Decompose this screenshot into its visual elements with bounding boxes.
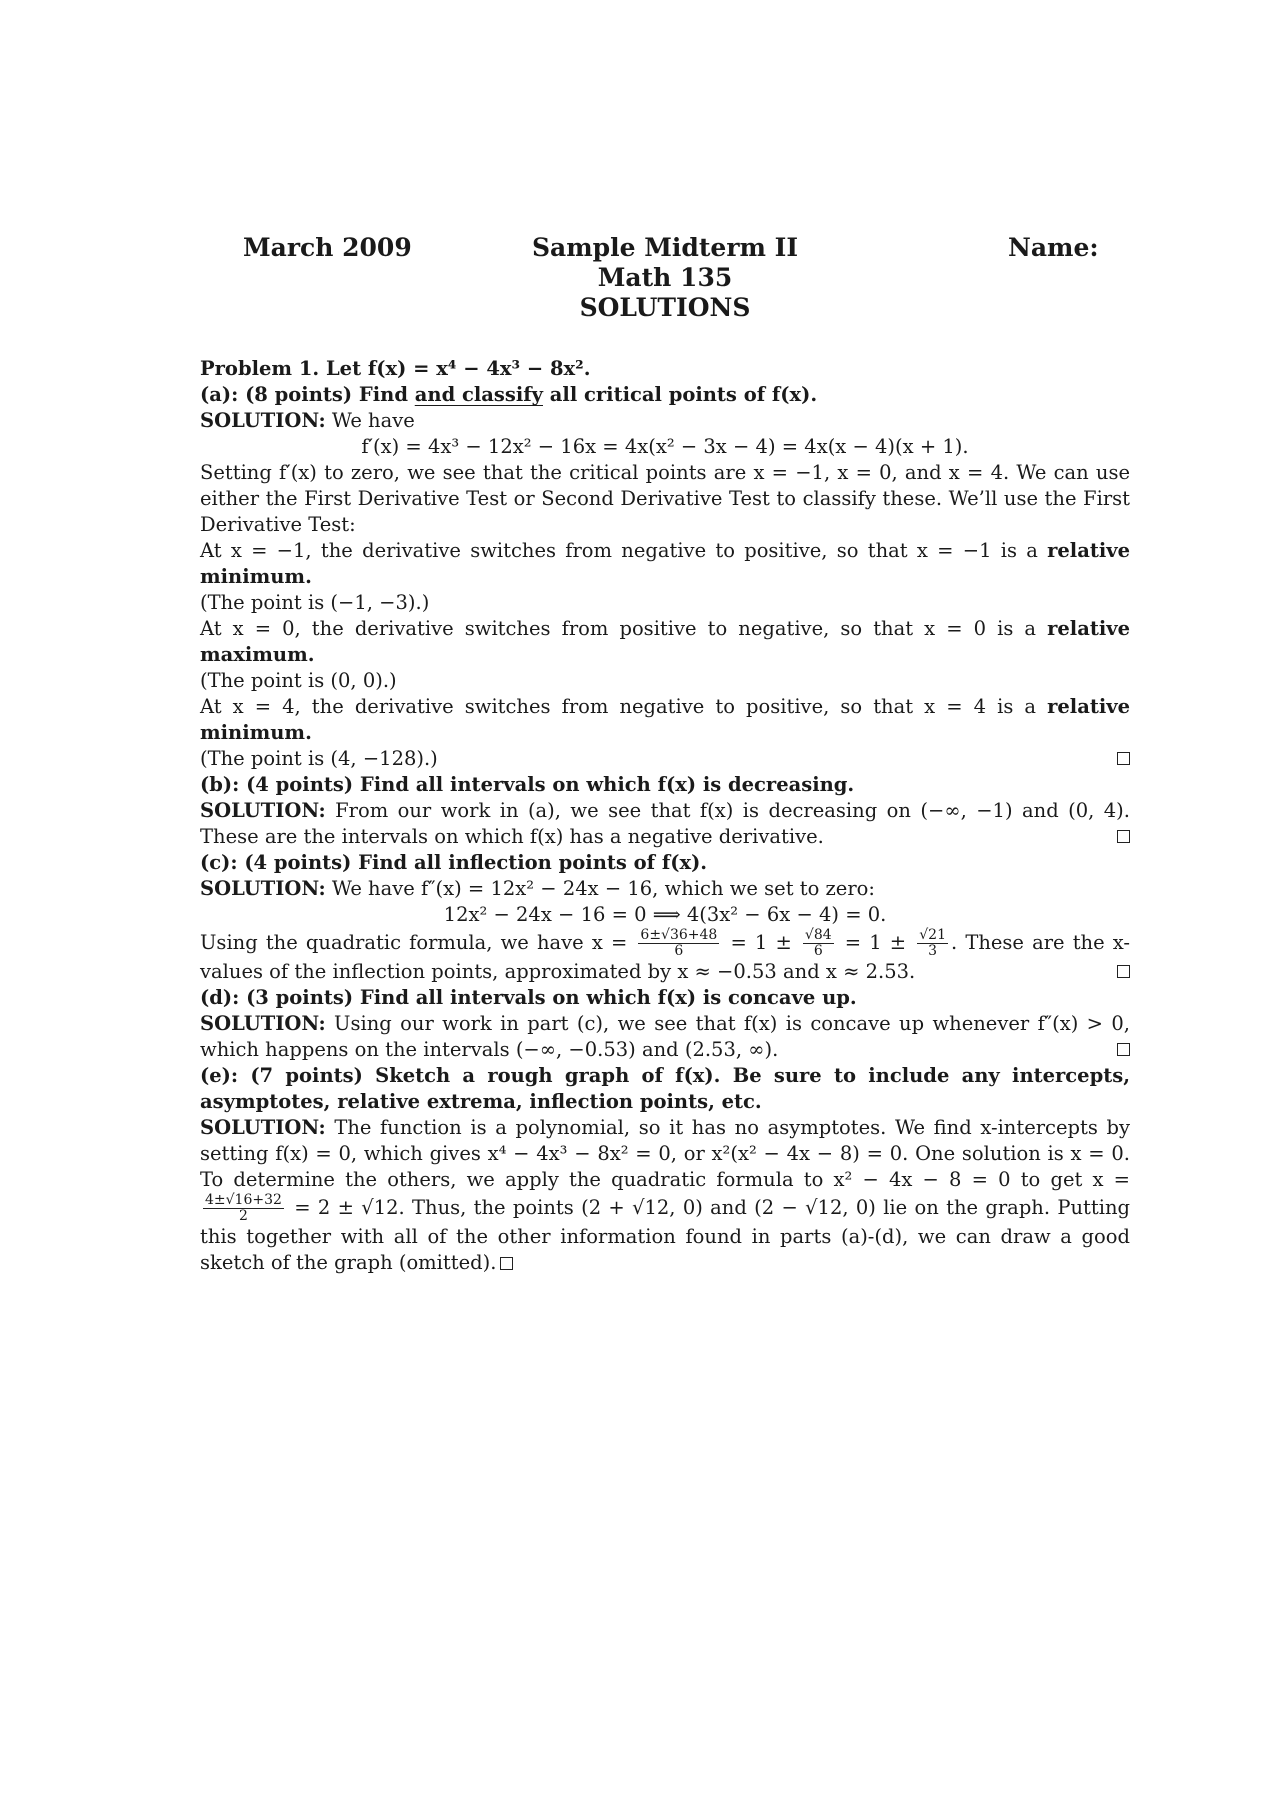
title-line-3: SOLUTIONS: [579, 293, 751, 322]
solution-label: SOLUTION:: [200, 1116, 326, 1139]
part-b-solution: [200, 798, 1130, 850]
fraction-2-num: √84: [804, 927, 832, 943]
fraction-3-num: √21: [919, 927, 946, 943]
part-a-point-zero: [200, 616, 1130, 694]
problem-content: [200, 356, 1130, 1276]
point-minus-one-coords: (The point is (−1, −3).): [200, 591, 430, 614]
part-b-question: (b): (4 points) Find all intervals on which f(x) is decreasing.: [200, 773, 855, 796]
exam-title: [480, 233, 850, 323]
fraction-e-num: 4±√16+32: [205, 1192, 282, 1208]
exam-date: March 2009: [243, 233, 412, 262]
fraction-2-den: 6: [813, 943, 823, 959]
part-d-solution: [200, 1011, 1130, 1063]
qed-box-icon: [1117, 965, 1130, 978]
part-a-sol-intro: We have: [325, 409, 415, 432]
qed-box-icon: [1117, 752, 1130, 765]
point-zero-coords: (The point is (0, 0).): [200, 669, 397, 692]
fraction-e-den: 2: [239, 1208, 248, 1224]
part-a-q-prefix: (a): (8 points) Find: [200, 383, 415, 406]
solution-label: SOLUTION:: [200, 1012, 326, 1035]
part-c-quadratic-formula: [200, 928, 1130, 985]
fraction-e: [203, 1193, 284, 1224]
fraction-3: [917, 928, 948, 959]
qf-text-2: = 1 ±: [722, 931, 800, 954]
title-line-1: Sample Midterm II: [531, 233, 799, 262]
fraction-3-den: 3: [928, 943, 938, 959]
qed-box-icon: [1117, 830, 1130, 843]
point-zero-class: relative maximum.: [200, 617, 1130, 666]
part-a-point-minus-one: [200, 538, 1130, 616]
qf-text-1: Using the quadratic formula, we have x =: [200, 931, 636, 954]
part-d-sol-text: Using our work in part (c), we see that f(x) is concave up whenever f″(x) > 0, which happens on the intervals (−∞, −0.53) and (2.53, ∞).: [200, 1012, 1130, 1061]
part-e-sol-text-2: = 2 ± √12. Thus, the points (2 + √12, 0) and (2 − √12, 0) lie on the graph. Putting this together with all of the other information found in parts (a)-(d), we can draw a good sketch of the graph (omitted).: [200, 1196, 1130, 1274]
fraction-2: [803, 928, 834, 959]
part-b-sol-text: From our work in (a), we see that f(x) is decreasing on (−∞, −1) and (0, 4). These are the intervals on which f(x) has a negative derivative.: [200, 799, 1130, 848]
part-a-solution-intro: [200, 408, 1130, 434]
point-minus-one-text: At x = −1, the derivative switches from negative to positive, so that x = −1 is a: [200, 539, 1048, 562]
solution-label: SOLUTION:: [200, 799, 326, 822]
qed-box-icon: [500, 1257, 513, 1270]
point-minus-one-class: relative minimum.: [200, 539, 1130, 588]
qf-text-4: . These are the x-values of the inflection points, approximated by x ≈ −0.53 and x ≈ 2.53.: [200, 931, 1131, 983]
part-e-question: (e): (7 points) Sketch a rough graph of f(x). Be sure to include any intercepts, asymptotes, relative extrema, inflection points, etc.: [200, 1064, 1130, 1113]
fraction-1: [638, 928, 719, 959]
problem-title: Problem 1. Let f(x) = x⁴ − 4x³ − 8x².: [200, 357, 591, 380]
fraction-1-den: 6: [674, 943, 684, 959]
part-c-sol-intro: We have f″(x) = 12x² − 24x − 16, which we set to zero:: [325, 877, 875, 900]
point-four-class: relative minimum.: [200, 695, 1130, 744]
part-a-question: [200, 382, 1130, 408]
fraction-1-num: 6±√36+48: [640, 927, 718, 943]
part-c-solution-intro: [200, 876, 1130, 902]
part-a-critical-points-text: Setting f′(x) to zero, we see that the critical points are x = −1, x = 0, and x = 4. We can use either the First Derivative Test or Second Derivative Test to classify these. We’ll use the First Derivative Test:: [200, 461, 1130, 536]
part-a-point-four: [200, 694, 1130, 772]
solution-label: SOLUTION:: [200, 877, 326, 900]
part-c-question: (c): (4 points) Find all inflection points of f(x).: [200, 851, 708, 874]
part-a-q-suffix: all critical points of f(x).: [543, 383, 818, 406]
part-d-question: (d): (3 points) Find all intervals on which f(x) is concave up.: [200, 986, 857, 1009]
part-c-second-derivative-equation: 12x² − 24x − 16 = 0 ⟹ 4(3x² − 6x − 4) = 0.: [443, 903, 887, 926]
title-line-2: Math 135: [597, 263, 733, 292]
qf-text-3: = 1 ±: [836, 931, 915, 954]
qed-box-icon: [1117, 1043, 1130, 1056]
point-four-coords: (The point is (4, −128).): [200, 747, 438, 770]
name-label: Name:: [1008, 233, 1099, 262]
part-e-solution: [200, 1115, 1130, 1276]
solution-label: SOLUTION:: [200, 409, 326, 432]
point-four-text: At x = 4, the derivative switches from negative to positive, so that x = 4 is a: [200, 695, 1048, 718]
part-a-q-underlined: and classify: [414, 383, 543, 406]
point-zero-text: At x = 0, the derivative switches from positive to negative, so that x = 0 is a: [200, 617, 1048, 640]
part-a-derivative-equation: f′(x) = 4x³ − 12x² − 16x = 4x(x² − 3x − 4) = 4x(x − 4)(x + 1).: [361, 435, 969, 458]
part-e-sol-text-1: The function is a polynomial, so it has no asymptotes. We find x-intercepts by setting f(x) = 0, which gives x⁴ − 4x³ − 8x² = 0, or x²(x² − 4x − 8) = 0. One solution is x = 0. To determine the others, we apply the quadratic formula to x² − 4x − 8 = 0 to get x =: [200, 1116, 1130, 1191]
